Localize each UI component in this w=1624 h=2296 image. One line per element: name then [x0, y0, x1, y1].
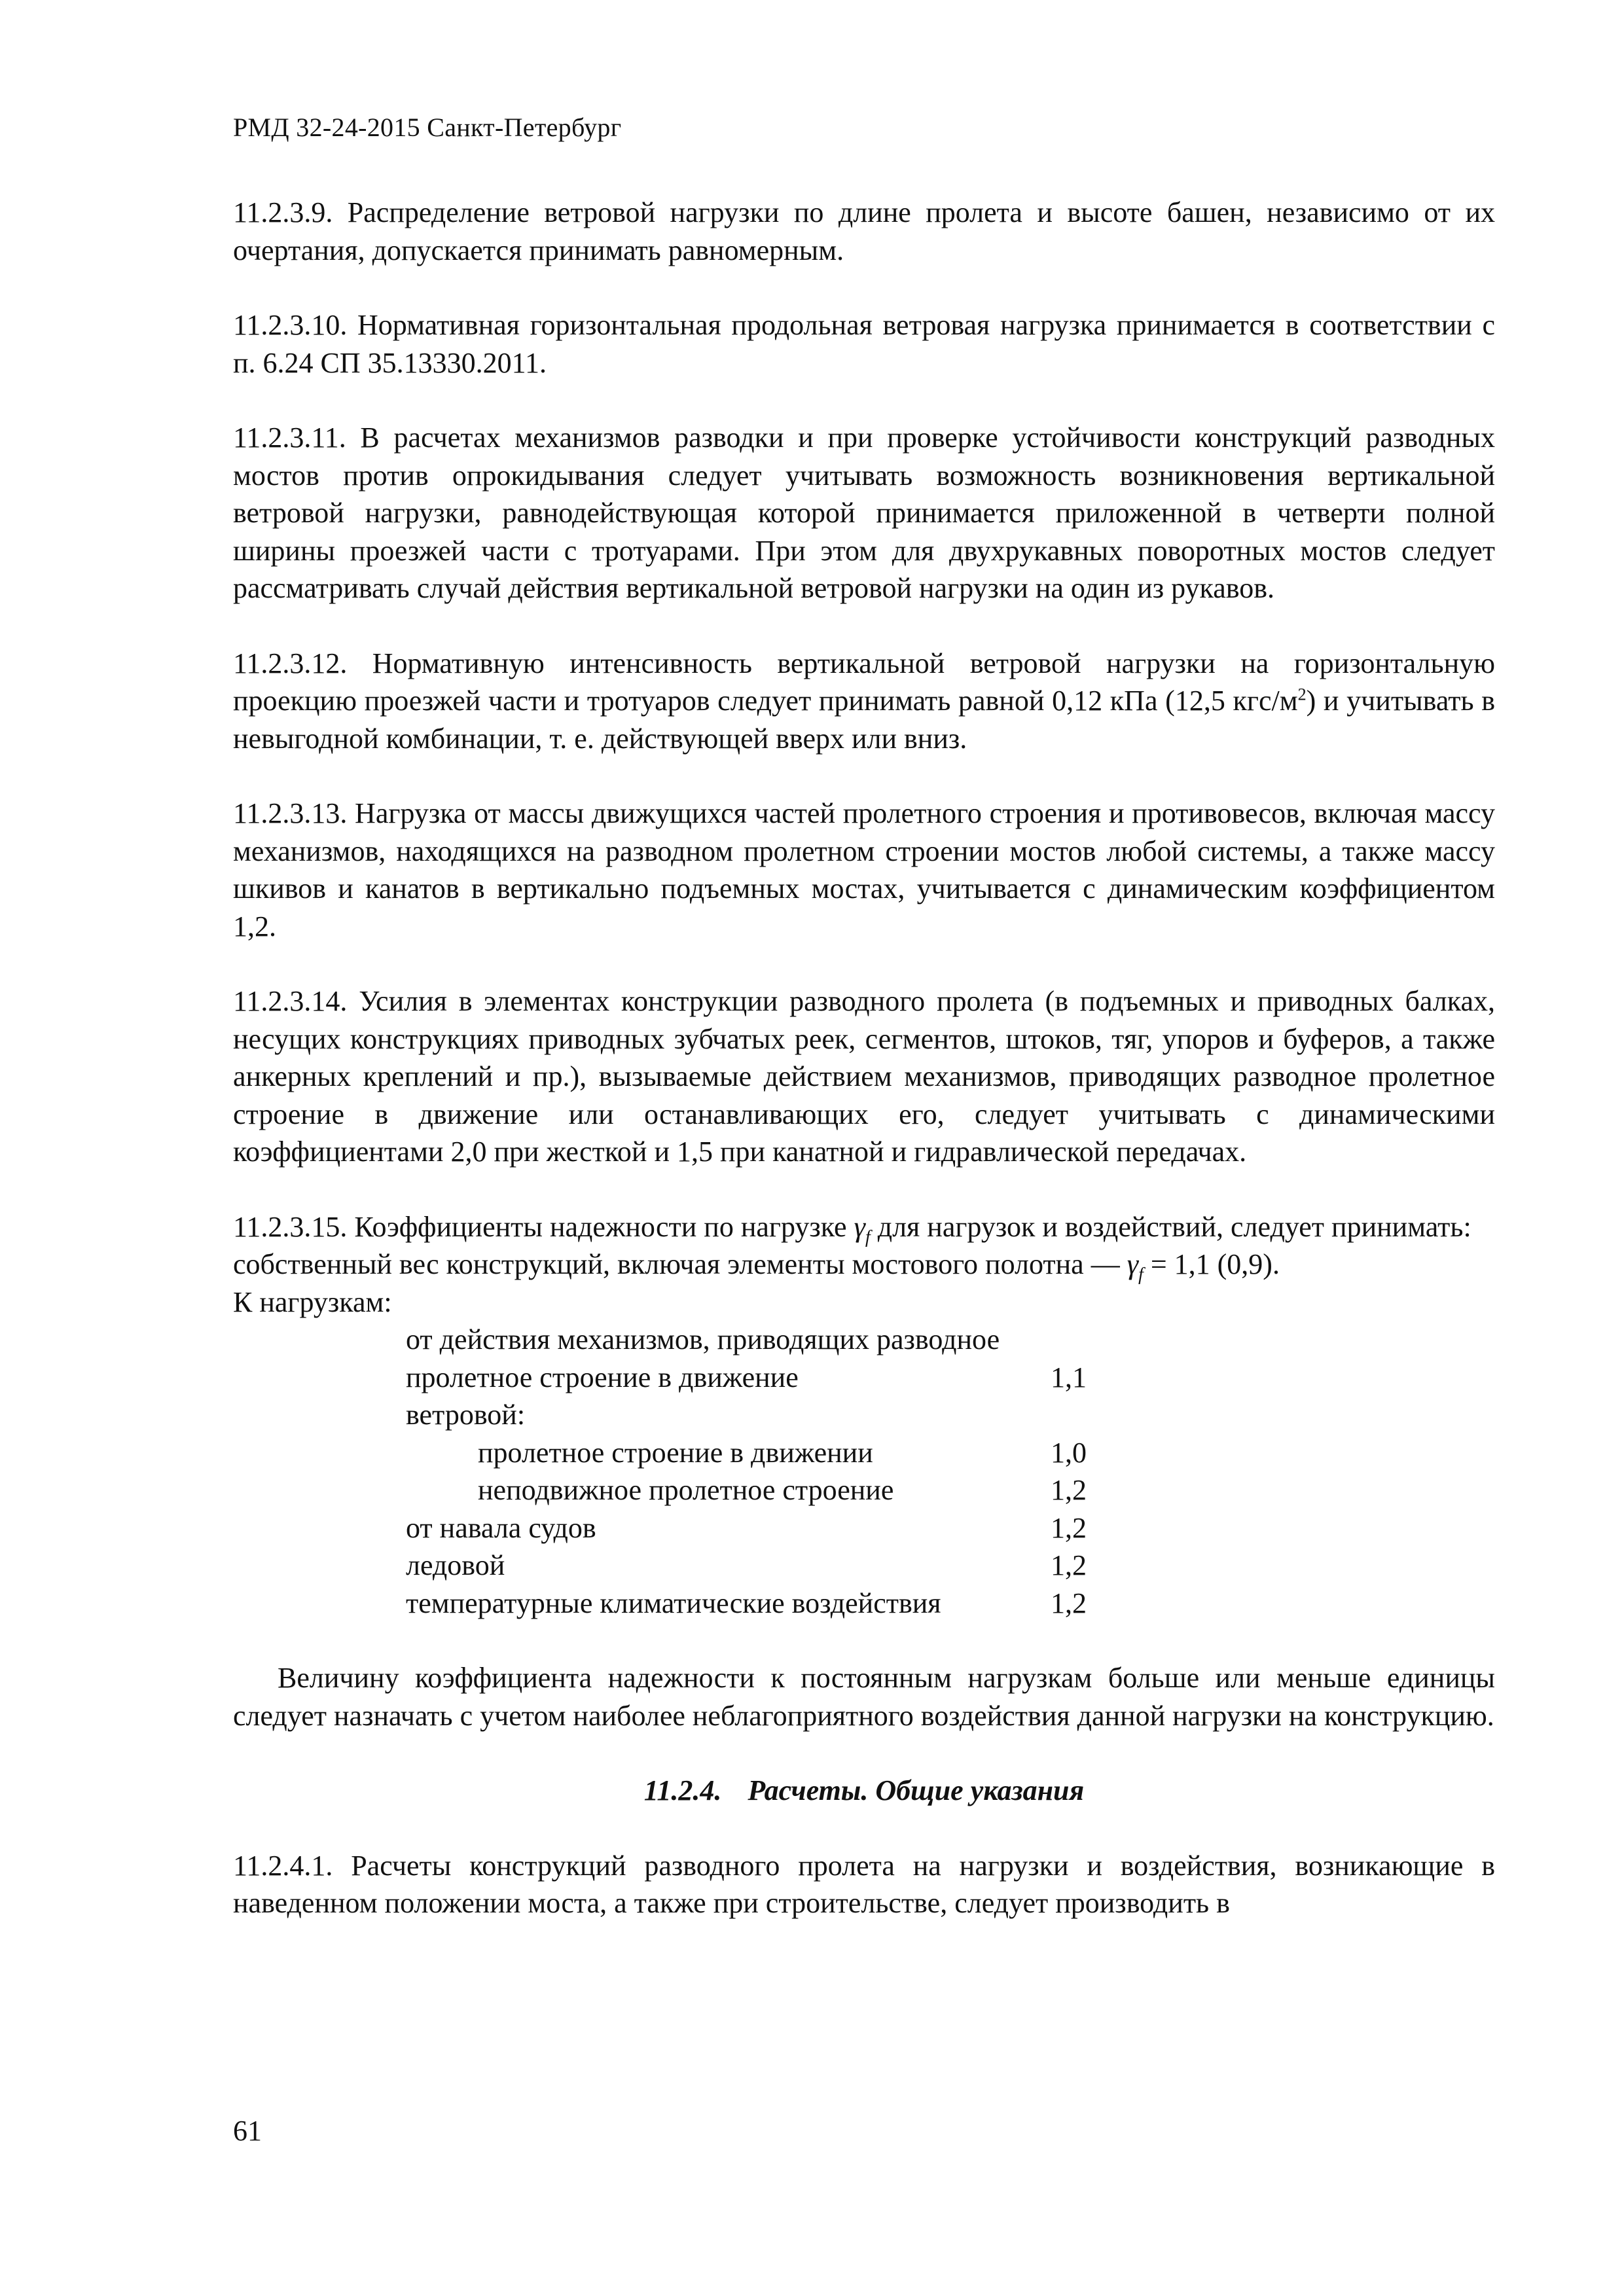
- factor-row: [406, 1359, 1087, 1397]
- own-weight-text: собственный вес конструкций, включая элементы мостового полотна —: [233, 1248, 1120, 1280]
- factor-label: ледовой: [406, 1549, 505, 1581]
- own-weight-line: [233, 1246, 1495, 1283]
- gamma-symbol: [854, 1210, 871, 1247]
- paragraph-11-2-3-14: 11.2.3.14. Усилия в элементах конструкции разводного пролета (в подъемных и приводных балках, несущих конструкциях приводных зубчатых реек, сегментов, штоков, тяг, упоров и буферов, а также анкерных креплений и пр.), вызываемые действием механизмов, приводящих разводное пролетное строение в движение или останавливающих его, следует учитывать с динамическими коэффициентами 2,0 при жесткой и 1,5 при канатной и гидравлической передачах.: [233, 985, 1495, 1168]
- section-heading: [233, 1772, 1495, 1810]
- factor-value: 1,2: [1051, 1549, 1087, 1581]
- section-title: Расчеты. Общие указания: [748, 1774, 1085, 1806]
- factor-value: 1,2: [1051, 1474, 1087, 1506]
- factor-row: [406, 1396, 1087, 1434]
- gamma-subscript: f: [1138, 1264, 1144, 1285]
- factor-row: [478, 1471, 1087, 1509]
- factor-row: [406, 1321, 1087, 1359]
- factor-label: ветровой:: [406, 1399, 526, 1431]
- superscript-exponent: 2: [1297, 685, 1307, 704]
- factor-label: неподвижное пролетное строение: [478, 1474, 894, 1506]
- factor-label: от действия механизмов, приводящих разводное: [406, 1323, 1000, 1355]
- gamma-subscript: f: [865, 1227, 871, 1247]
- paragraph-text: 11.2.3.15. Коэффициенты надежности по нагрузке: [233, 1210, 847, 1243]
- running-header: РМД 32-24-2015 Санкт-Петербург: [233, 113, 622, 142]
- paragraph-11-2-3-11: 11.2.3.11. В расчетах механизмов разводки и при проверке устойчивости конструкций разводных мостов против опрокидывания следует учитывать возможность возникновения вертикальной ветровой нагрузки, равнодействующая которой принимается приложенной в четверти полной ширины проезжей части с тротуарами. При этом для двухрукавных поворотных мостов следует рассматривать случай действия вертикальной ветровой нагрузки на один из рукавов.: [233, 422, 1495, 604]
- factor-value: 1,2: [1051, 1587, 1087, 1619]
- factor-row: [406, 1547, 1087, 1585]
- load-factors-list: [233, 1321, 1495, 1622]
- factor-row: [406, 1509, 1087, 1547]
- factor-row: [478, 1434, 1087, 1472]
- paragraph-11-2-3-13: 11.2.3.13. Нагрузка от массы движущихся частей пролетного строения и противовесов, включая массу механизмов, находящихся на разводном пролетном строении мостов любой системы, а также массу шкивов и канатов в вертикально подъемных мостах, учитывается с динамическим коэффициентом 1,2.: [233, 797, 1495, 942]
- factor-label: пролетное строение в движение: [406, 1361, 799, 1393]
- paragraph-text: ) и учитывать в невыгодной комбинации, т. е. действующей вверх или вниз.: [233, 685, 1495, 755]
- paragraph-11-2-3-15: [233, 1208, 1495, 1246]
- gamma-letter: γ: [1127, 1248, 1139, 1280]
- to-loads-label: К нагрузкам:: [233, 1285, 392, 1318]
- factor-label: пролетное строение в движении: [478, 1436, 873, 1469]
- paragraph-11-2-3-12: [233, 645, 1495, 758]
- own-weight-value: = 1,1 (0,9).: [1143, 1248, 1280, 1280]
- paragraph-11-2-3-9: 11.2.3.9. Распределение ветровой нагрузки по длине пролета и высоте башен, независимо от их очертания, допускается принимать равномерным.: [233, 196, 1495, 266]
- factor-label: температурные климатические воздействия: [406, 1587, 941, 1619]
- paragraph-11-2-3-10: 11.2.3.10. Нормативная горизонтальная продольная ветровая нагрузка принимается в соответствии с п. 6.24 СП 35.13330.2011.: [233, 309, 1495, 379]
- paragraph-text: 11.2.3.12. Нормативную интенсивность вертикальной ветровой нагрузки на горизонтальную проекцию проезжей части и тротуаров следует принимать равной 0,12 кПа (12,5 кгс/м: [233, 647, 1495, 717]
- page-body: [233, 194, 1495, 1922]
- factor-value: 1,0: [1051, 1436, 1087, 1469]
- page-number: 61: [233, 2115, 262, 2147]
- section-number: 11.2.4.: [643, 1774, 722, 1806]
- gamma-letter: γ: [854, 1210, 865, 1243]
- paragraph-11-2-4-1: 11.2.4.1. Расчеты конструкций разводного пролета на нагрузки и воздействия, возникающие в наведенном положении моста, а также при строительстве, следует производить в: [233, 1849, 1495, 1919]
- factor-label: от навала судов: [406, 1511, 596, 1544]
- factor-value: 1,2: [1051, 1511, 1087, 1544]
- paragraph-text: для нагрузок и воздействий, следует принимать:: [870, 1210, 1471, 1243]
- factor-row: [406, 1585, 1087, 1623]
- gamma-symbol: [1127, 1248, 1144, 1285]
- closing-paragraph: Величину коэффициента надежности к постоянным нагрузкам больше или меньше единицы следует назначать с учетом наиболее неблагоприятного воздействия данной нагрузки на конструкцию.: [233, 1662, 1495, 1732]
- factor-value: 1,1: [1051, 1361, 1087, 1393]
